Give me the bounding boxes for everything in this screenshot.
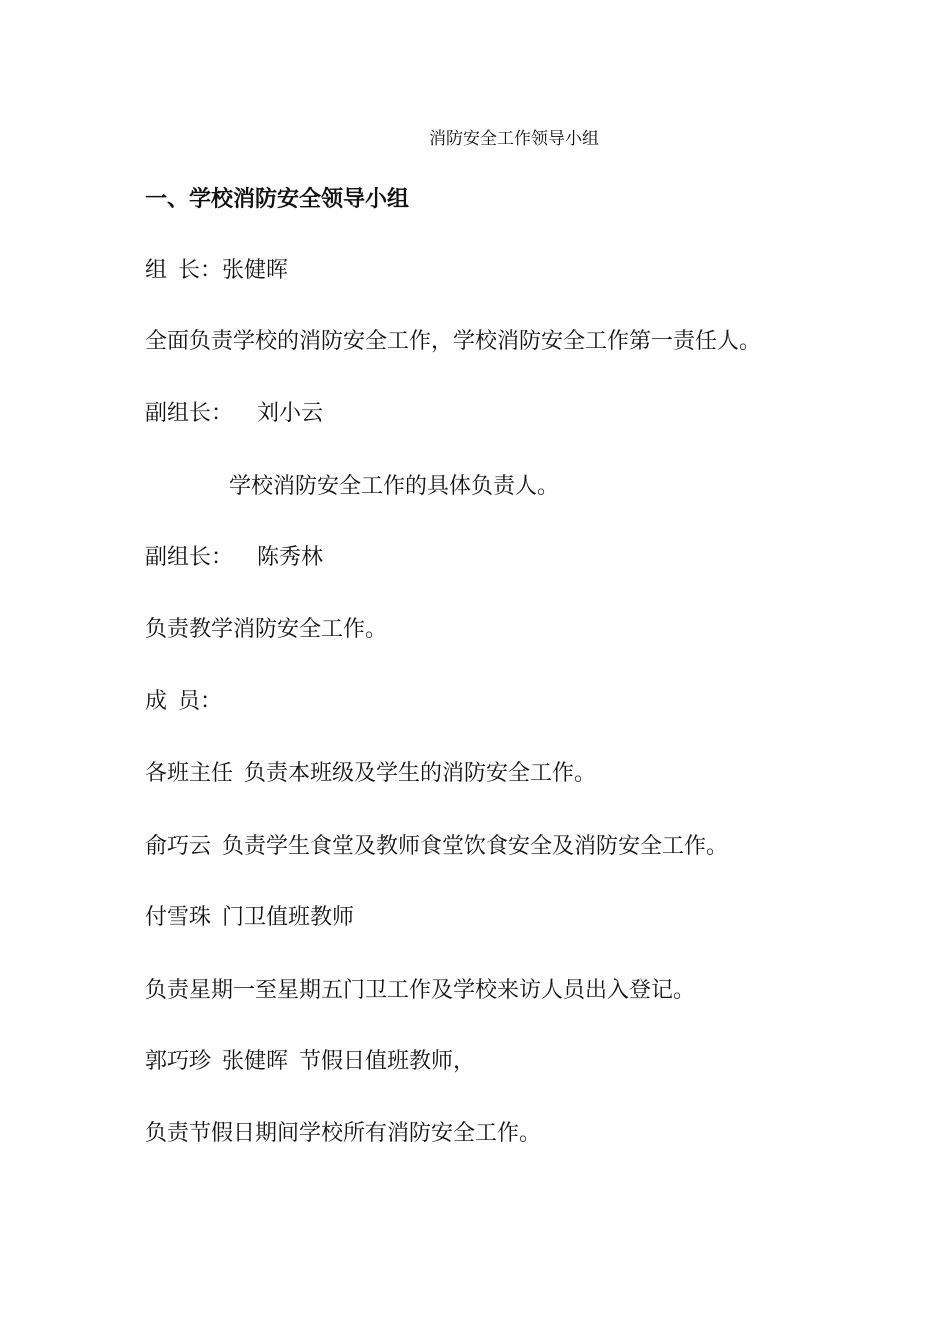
deputy-1-line [145,399,323,429]
members-label-b: 员： [178,689,223,714]
section-heading: 一、学校消防安全领导小组 [145,186,410,212]
member-duty: 门卫值班教师 [222,905,355,930]
member-duty: 负责学生食堂及教师食堂饮食安全及消防安全工作。 [222,834,729,859]
holiday-line [145,1047,475,1077]
member-duty: 负责本班级及学生的消防安全工作。 [244,761,597,786]
member-line-class-teachers [145,759,596,789]
deputy-2-line [145,543,323,573]
holiday-role: 节假日值班教师， [299,1049,476,1074]
deputy-2-name: 陈秀林 [257,545,324,570]
holiday-who-1: 郭巧珍 [145,1049,212,1074]
member-line-gate [145,903,354,933]
member-who: 俞巧云 [145,834,212,859]
member-who: 付雪珠 [145,905,212,930]
leader-line [145,256,288,286]
deputy-2-duty: 负责教学消防安全工作。 [145,617,388,642]
deputy-1-name: 刘小云 [257,401,324,426]
member-line-canteen [145,832,728,862]
members-line [145,687,222,717]
deputy-1-duty: 学校消防安全工作的具体负责人。 [229,474,560,499]
holiday-who-2: 张健晖 [222,1049,289,1074]
deputy-1-label: 副组长： [145,401,234,426]
holiday-duty: 负责节假日期间学校所有消防安全工作。 [145,1121,542,1146]
deputy-2-label: 副组长： [145,545,234,570]
leader-label-a: 组 [145,258,168,283]
leader-name: 张健晖 [222,258,289,283]
leader-duty: 全面负责学校的消防安全工作，学校消防安全工作第一责任人。 [145,329,762,354]
document-title: 消防安全工作领导小组 [429,129,599,149]
member-who: 各班主任 [145,761,234,786]
gate-duty: 负责星期一至星期五门卫工作及学校来访人员出入登记。 [145,978,696,1003]
leader-label-b: 长： [178,258,223,283]
members-label-a: 成 [145,689,168,714]
